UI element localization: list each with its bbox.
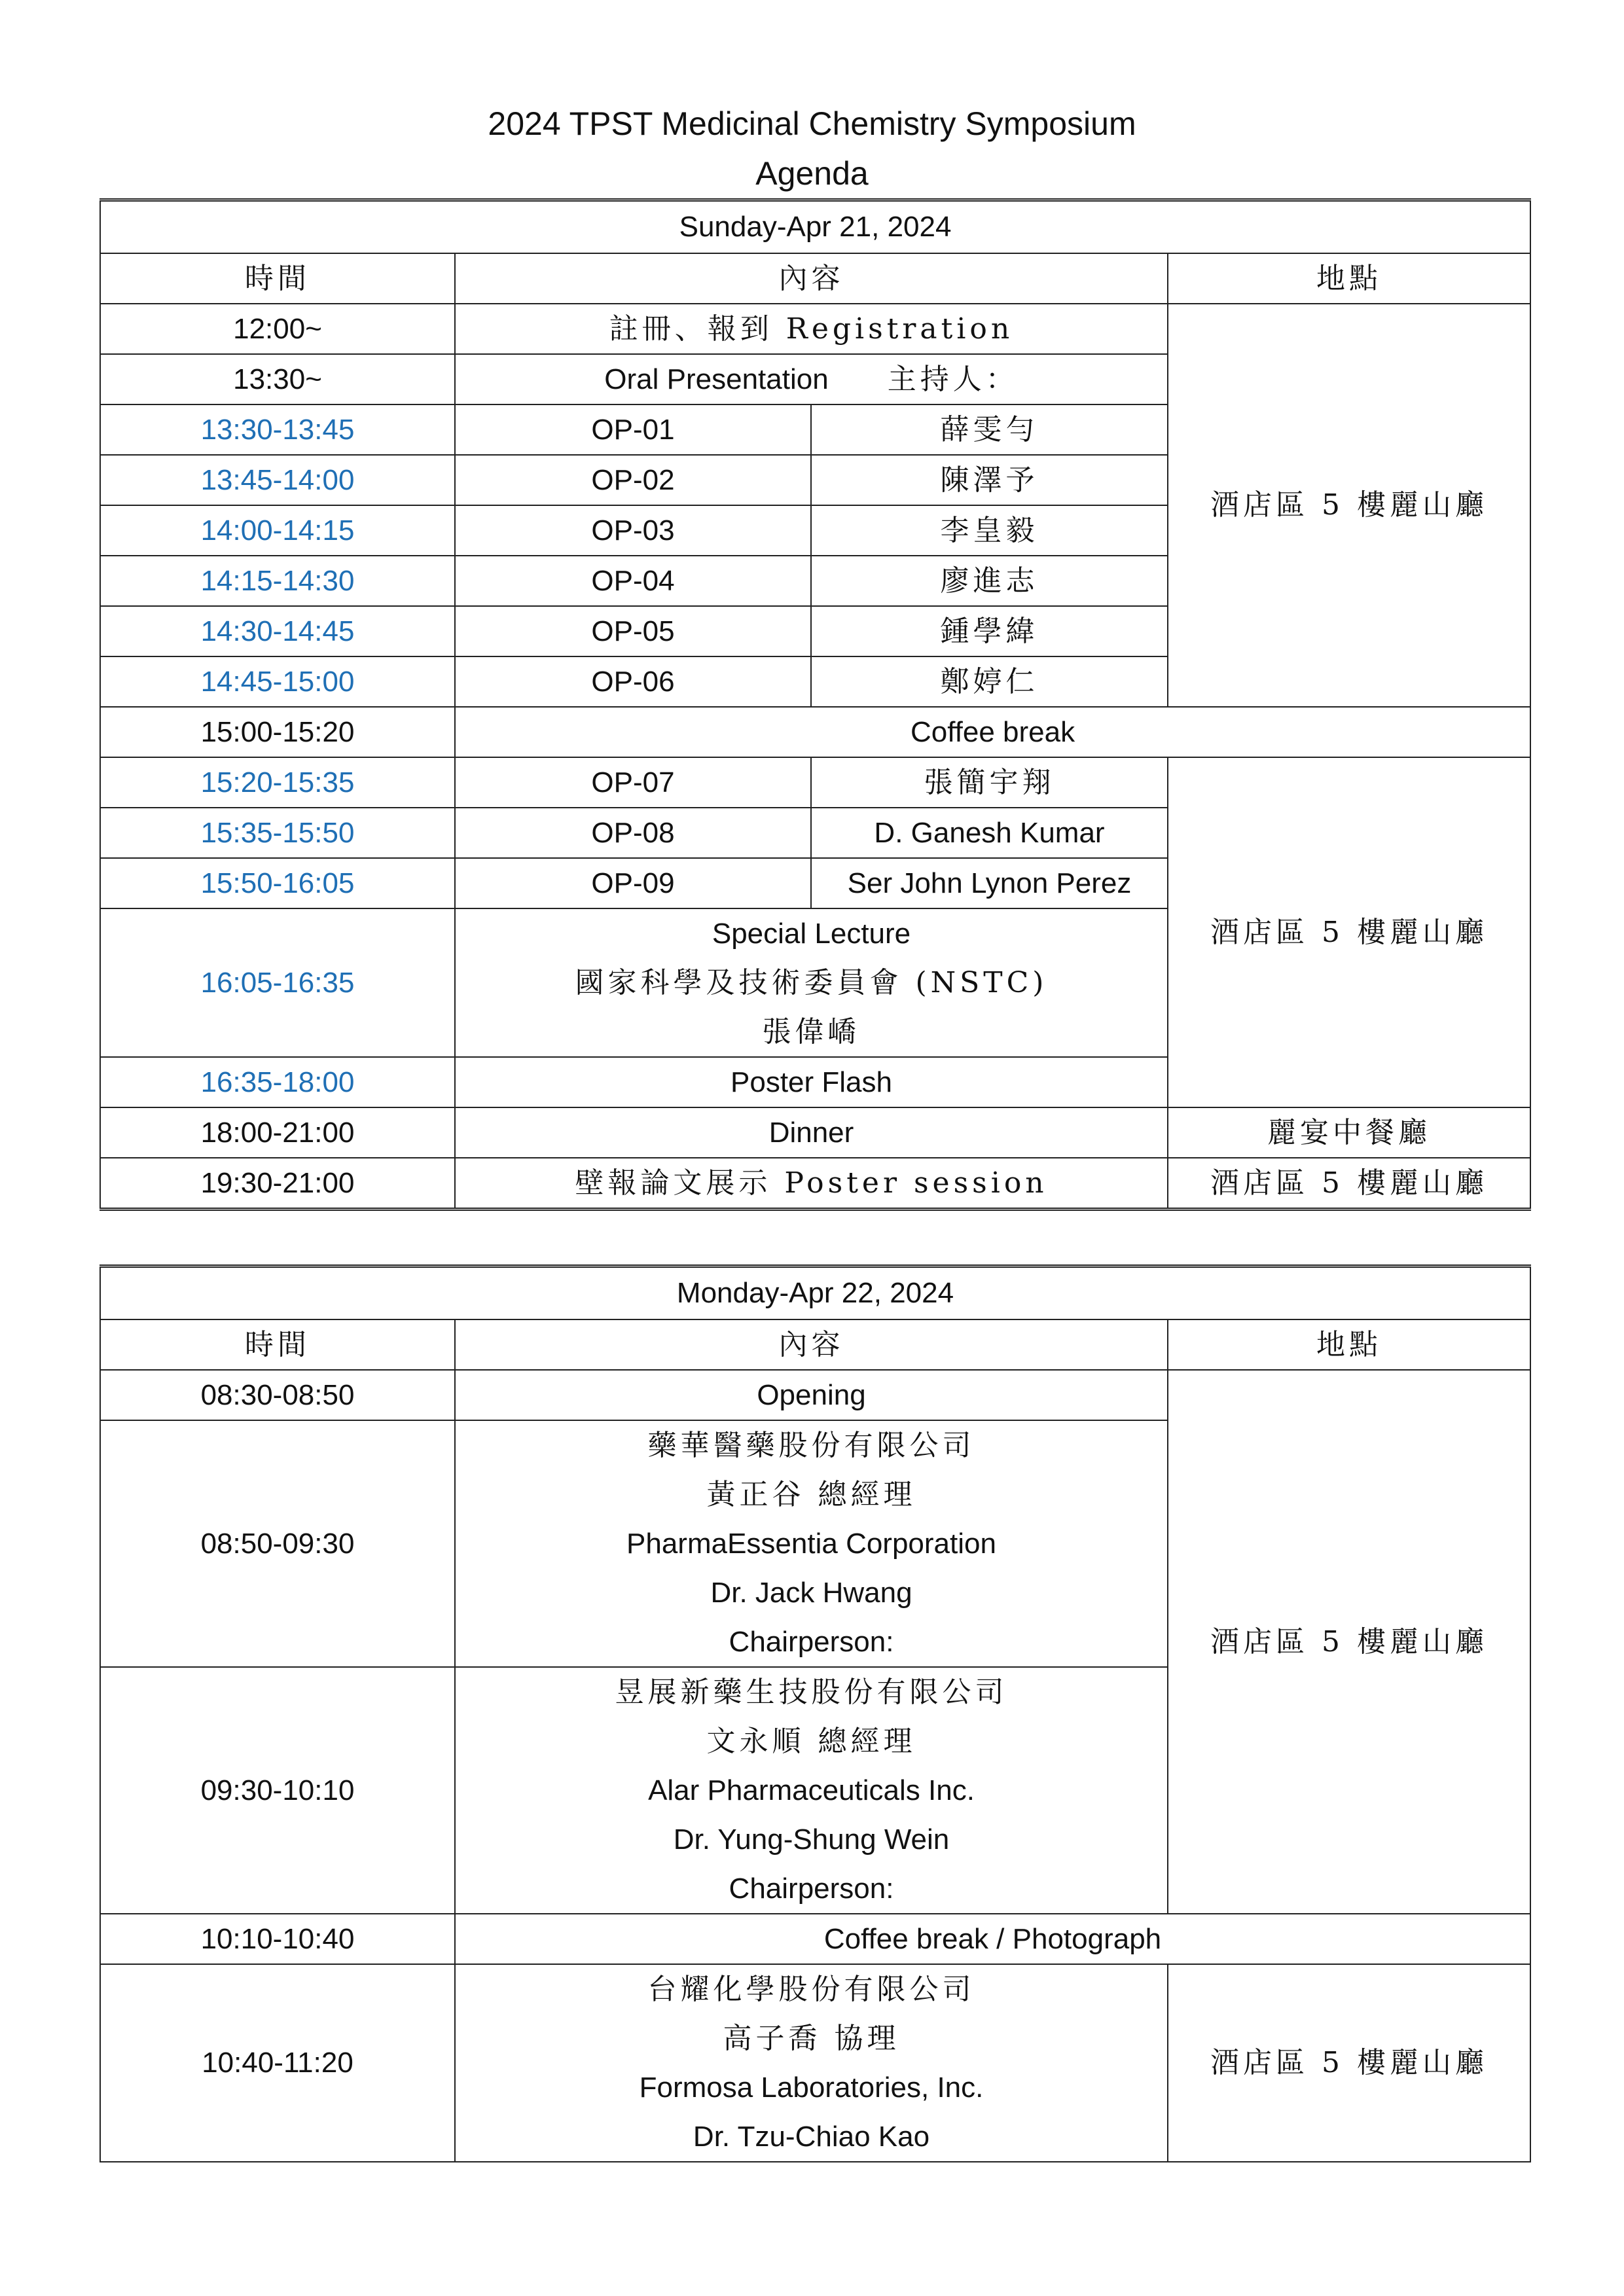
coffee-content: Coffee break [455, 707, 1530, 757]
poster-session-location: 酒店區 5 樓麗山廳 [1168, 1158, 1530, 1210]
talk-time: 15:35-15:50 [100, 808, 455, 858]
talk-code: OP-02 [455, 455, 811, 505]
header-time: 時間 [100, 1319, 455, 1370]
header-location: 地點 [1168, 253, 1530, 304]
header-time: 時間 [100, 253, 455, 304]
opening-content: Opening [455, 1370, 1168, 1420]
talk-speaker: 廖進志 [811, 556, 1168, 606]
document-subtitle: Agenda [755, 155, 869, 192]
talk3-company-en: Formosa Laboratories, Inc. [639, 2071, 984, 2104]
poster-session-time: 19:30-21:00 [100, 1158, 455, 1210]
day2-location-1: 酒店區 5 樓麗山廳 [1168, 1370, 1530, 1914]
talk1-content [455, 1420, 1168, 1667]
talk-code: OP-03 [455, 505, 811, 556]
coffee-time: 10:10-10:40 [100, 1914, 455, 1964]
talk1-chairperson: Chairperson: [729, 1625, 894, 1658]
day1-location-1: 酒店區 5 樓麗山廳 [1168, 304, 1530, 707]
opening-time: 08:30-08:50 [100, 1370, 455, 1420]
registration-time: 12:00~ [100, 304, 455, 354]
oral-presentation [455, 354, 1168, 404]
oral-content: Oral Presentation [604, 363, 829, 395]
poster-flash-time: 16:35-18:00 [100, 1057, 455, 1107]
talk1-speaker-en: Dr. Jack Hwang [710, 1576, 912, 1609]
talk-speaker: D. Ganesh Kumar [811, 808, 1168, 858]
agenda-table-day1 [99, 198, 1531, 1211]
talk-speaker: 張簡宇翔 [811, 757, 1168, 808]
talk-time: 14:30-14:45 [100, 606, 455, 656]
special-lecture [455, 908, 1168, 1057]
document-title: 2024 TPST Medicinal Chemistry Symposium [488, 105, 1136, 142]
talk3-content [455, 1964, 1168, 2162]
talk2-company-zh: 昱展新藥生技股份有限公司 [615, 1675, 1008, 1709]
talk-code: OP-08 [455, 808, 811, 858]
talk-speaker: 薛雯勻 [811, 404, 1168, 455]
special-lecture-speaker: 張偉嶠 [762, 1014, 861, 1049]
coffee-time: 15:00-15:20 [100, 707, 455, 757]
day2-location-2: 酒店區 5 樓麗山廳 [1168, 1964, 1530, 2162]
poster-flash-content: Poster Flash [455, 1057, 1168, 1107]
talk2-time: 09:30-10:10 [100, 1667, 455, 1914]
talk3-time: 10:40-11:20 [100, 1964, 455, 2162]
talk2-company-en: Alar Pharmaceuticals Inc. [648, 1774, 975, 1806]
talk-speaker: 李皇毅 [811, 505, 1168, 556]
talk-code: OP-09 [455, 858, 811, 908]
talk-time: 14:15-14:30 [100, 556, 455, 606]
header-content: 內容 [455, 253, 1168, 304]
day1-date-header: Sunday-Apr 21, 2024 [100, 200, 1530, 253]
talk-code: OP-05 [455, 606, 811, 656]
talk-time: 15:50-16:05 [100, 858, 455, 908]
talk3-company-zh: 台耀化學股份有限公司 [647, 1972, 975, 2006]
header-content: 內容 [455, 1319, 1168, 1370]
talk3-speaker-en: Dr. Tzu-Chiao Kao [693, 2120, 930, 2153]
talk-speaker: 鍾學緯 [811, 606, 1168, 656]
special-lecture-time: 16:05-16:35 [100, 908, 455, 1057]
talk2-speaker-zh: 文永順 總經理 [706, 1724, 916, 1758]
talk2-content [455, 1667, 1168, 1914]
talk3-speaker-zh: 高子喬 協理 [723, 2021, 900, 2055]
talk-time: 13:30-13:45 [100, 404, 455, 455]
talk2-chairperson: Chairperson: [729, 1872, 894, 1905]
coffee-content: Coffee break / Photograph [455, 1914, 1530, 1964]
talk-code: OP-04 [455, 556, 811, 606]
talk-time: 14:45-15:00 [100, 656, 455, 707]
day1-location-2: 酒店區 5 樓麗山廳 [1168, 757, 1530, 1107]
dinner-location: 麗宴中餐廳 [1168, 1107, 1530, 1158]
special-lecture-title: Special Lecture [712, 917, 911, 950]
header-location: 地點 [1168, 1319, 1530, 1370]
talk-time: 15:20-15:35 [100, 757, 455, 808]
talk-speaker: 鄭婷仁 [811, 656, 1168, 707]
talk-code: OP-06 [455, 656, 811, 707]
oral-host: 主持人： [887, 362, 1019, 396]
dinner-content: Dinner [455, 1107, 1168, 1158]
day2-date-header: Monday-Apr 22, 2024 [100, 1266, 1530, 1319]
talk2-speaker-en: Dr. Yung-Shung Wein [673, 1823, 950, 1856]
special-lecture-org: 國家科學及技術委員會 (NSTC) [575, 965, 1048, 999]
talk1-company-en: PharmaEssentia Corporation [626, 1527, 996, 1560]
poster-session-content: 壁報論文展示 Poster session [455, 1158, 1168, 1210]
dinner-time: 18:00-21:00 [100, 1107, 455, 1158]
talk-code: OP-07 [455, 757, 811, 808]
talk1-company-zh: 藥華醫藥股份有限公司 [647, 1428, 975, 1462]
talk-time: 13:45-14:00 [100, 455, 455, 505]
talk-code: OP-01 [455, 404, 811, 455]
oral-time: 13:30~ [100, 354, 455, 404]
talk-speaker: Ser John Lynon Perez [811, 858, 1168, 908]
talk1-speaker-zh: 黃正谷 總經理 [706, 1477, 916, 1511]
registration-content: 註冊、報到 Registration [455, 304, 1168, 354]
talk1-time: 08:50-09:30 [100, 1420, 455, 1667]
talk-speaker: 陳澤予 [811, 455, 1168, 505]
table-row [100, 757, 1530, 808]
talk-time: 14:00-14:15 [100, 505, 455, 556]
agenda-table-day2 [99, 1265, 1531, 2162]
